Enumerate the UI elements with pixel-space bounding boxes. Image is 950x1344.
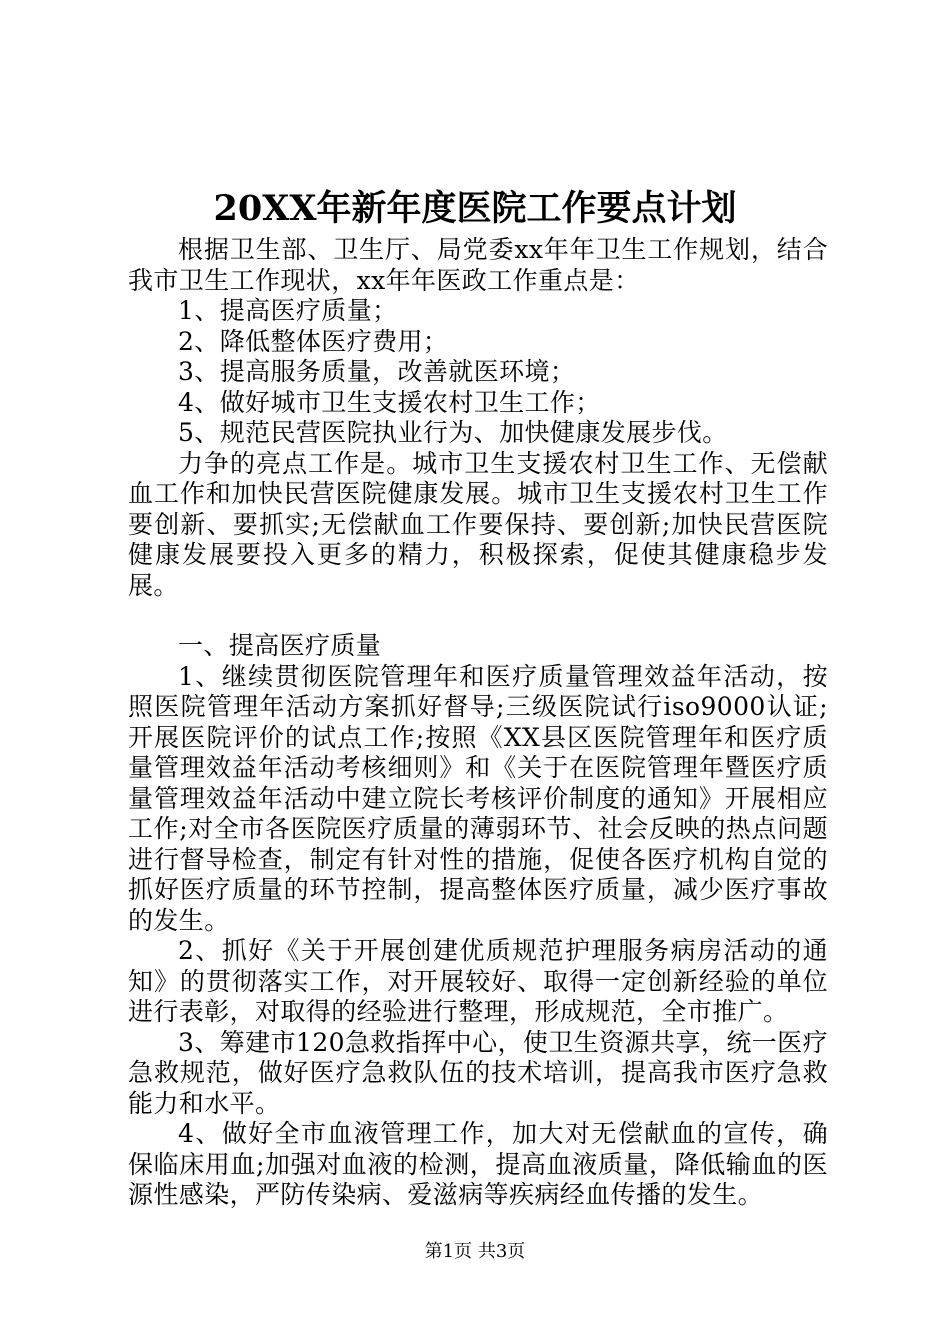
list-item: 5、规范民营医院执业行为、加快健康发展步伐。 — [178, 418, 728, 447]
section-paragraph: 1、继续贯彻医院管理年和医疗质量管理效益年活动，按照医院管理年活动方案抓好督导;三级医院试行iso9000认证;开展医院评价的试点工作;按照《XX县区医院管理年和医疗质量管理效益年活动考核细则》和《关于在医院管理年暨医疗质量管理效益年活动中建立院长考核评价制度的通知》开展相应工作;对全市各医院医疗质量的薄弱环节、社会反映的热点问题进行督导检查，制定有针对性的措施，促使各医疗机构自觉的抓好医疗质量的环节控制，提高整体医疗质量，减少医疗事故的发生。 — [128, 661, 828, 935]
page-number-footer: 第1页 共3页 — [424, 1241, 526, 1262]
paragraph-spacer — [128, 601, 828, 631]
section-paragraph: 3、筹建市120急救指挥中心，使卫生资源共享，统一医疗急救规范，做好医疗急救队伍的技术培训，提高我市医疗急救能力和水平。 — [128, 1027, 828, 1118]
intro-paragraph: 根据卫生部、卫生厅、局党委xx年年卫生工作规划，结合我市卫生工作现状，xx年年医政工作重点是： — [128, 235, 828, 295]
list-item: 3、提高服务质量，改善就医环境； — [178, 357, 576, 386]
section-paragraph: 4、做好全市血液管理工作，加大对无偿献血的宣传，确保临床用血;加强对血液的检测，提高血液质量，降低输血的医源性感染，严防传染病、爱滋病等疾病经血传播的发生。 — [128, 1119, 828, 1209]
highlights-paragraph: 力争的亮点工作是。城市卫生支援农村卫生工作、无偿献血工作和加快民营医院健康发展。城市卫生支援农村卫生工作要创新、要抓实;无偿献血工作要保持、要创新;加快民营医院健康发展要投入更多的精力，积极探索，促使其健康稳步发展。 — [128, 448, 828, 600]
document-body — [128, 235, 828, 1211]
section-paragraph: 2、抓好《关于开展创建优质规范护理服务病房活动的通知》的贯彻落实工作，对开展较好、取得一定创新经验的单位进行表彰，对取得的经验进行整理，形成规范，全市推广。 — [128, 936, 828, 1026]
list-item: 1、提高医疗质量； — [178, 296, 398, 325]
list-item: 2、降低整体医疗费用； — [178, 326, 449, 356]
list-item: 4、做好城市卫生支援农村卫生工作； — [178, 387, 601, 417]
document-title: 20XX年新年度医院工作要点计划 — [213, 188, 737, 229]
section-heading: 一、提高医疗质量 — [178, 631, 382, 660]
